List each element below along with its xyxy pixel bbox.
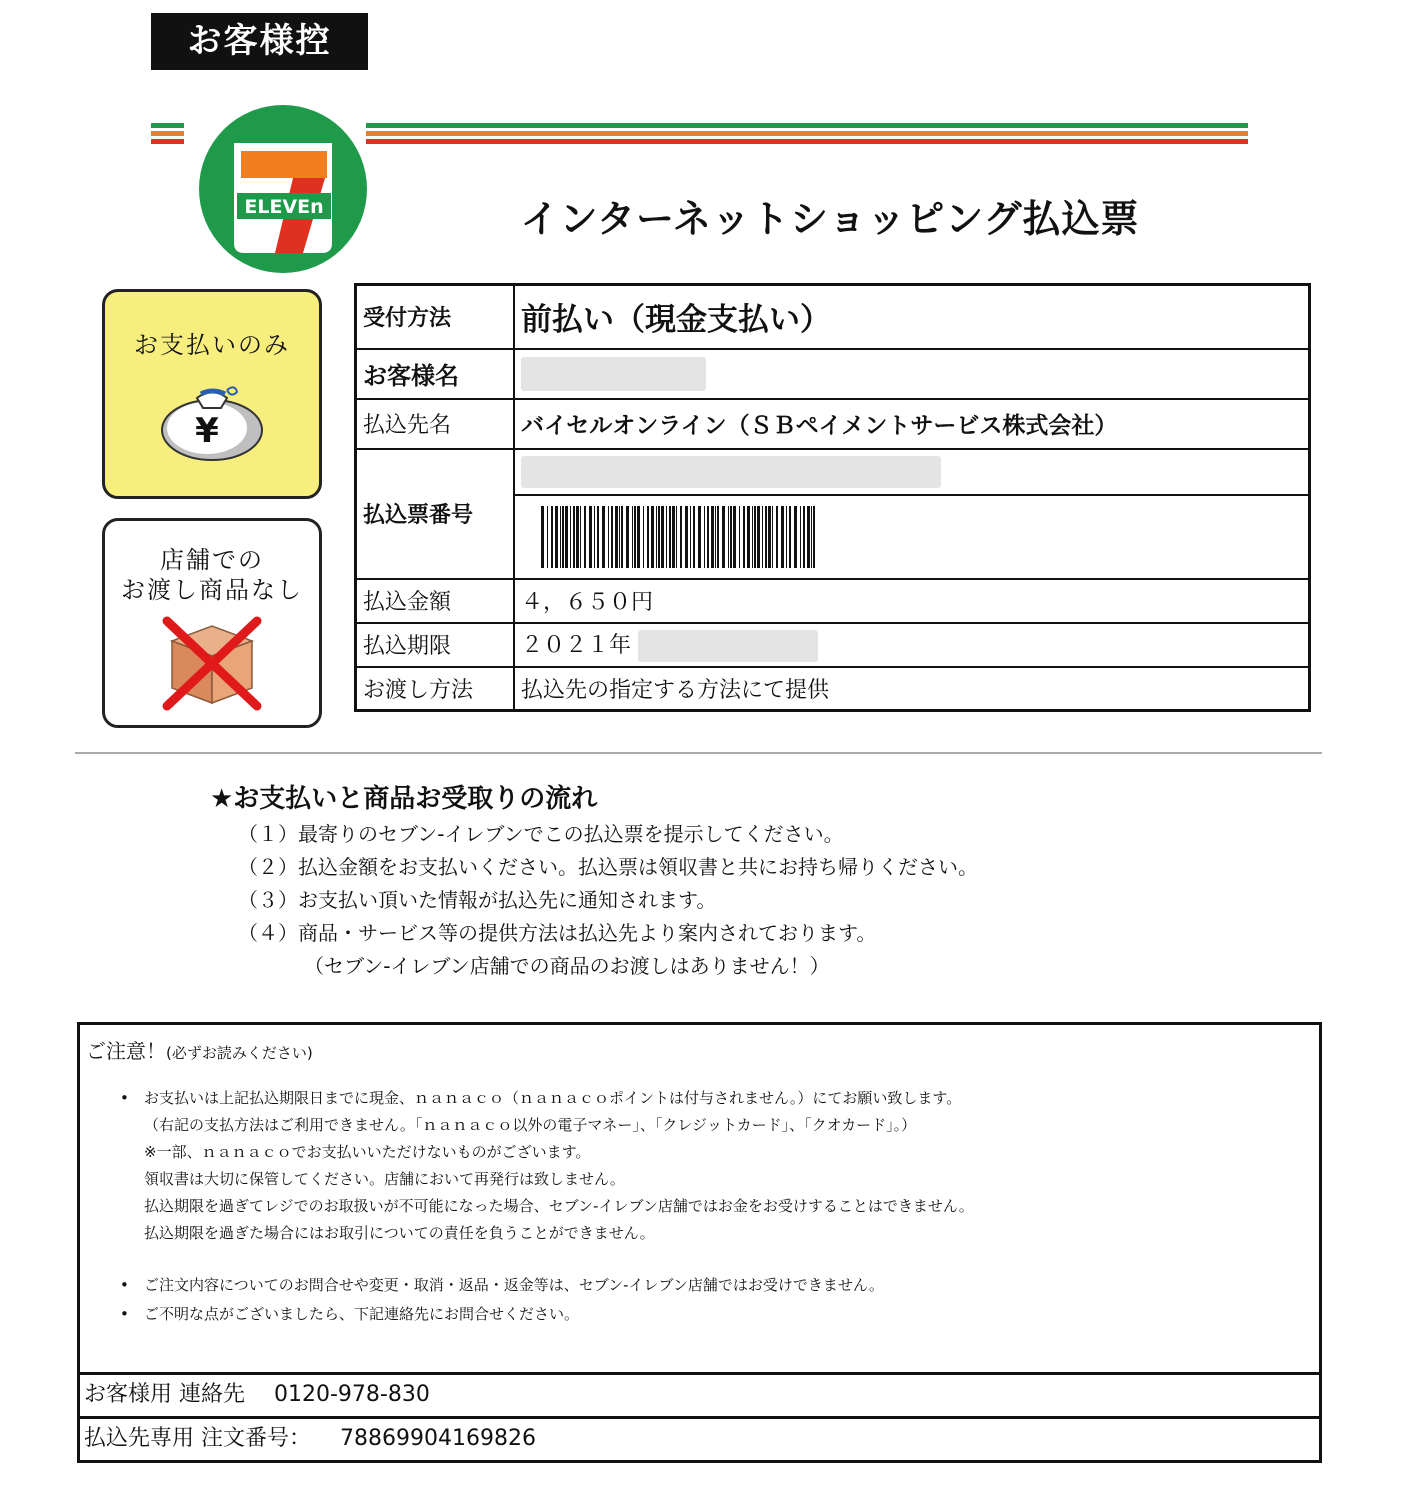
barcode-bar (666, 506, 667, 568)
customer-copy-label: お客様控 (151, 13, 368, 70)
barcode-bar (813, 506, 815, 568)
row-payee (356, 399, 1310, 449)
barcode-bar (573, 506, 575, 568)
notice-heading-text: ご注意！ (86, 1039, 166, 1063)
row-reception (356, 285, 1310, 349)
barcode-bar (794, 506, 797, 568)
barcode-bar (739, 506, 740, 568)
barcode-bar (597, 506, 599, 568)
barcode-bar (781, 506, 784, 568)
barcode-bar (611, 506, 613, 568)
no-goods-label-line2: お渡し商品なし (121, 576, 303, 604)
barcode-bar (589, 506, 592, 568)
no-goods-badge (102, 518, 322, 728)
barcode-bar (658, 506, 660, 568)
barcode-bar (584, 506, 586, 568)
seven-eleven-logo (197, 103, 369, 275)
barcode-bar (768, 506, 771, 568)
notice-bullet-2-text: ご注文内容についてのお問合せや変更・取消・返品・返金等は、セブン-イレブン店舗ではお受けできません。 (144, 1276, 884, 1294)
barcode-bar (754, 506, 756, 568)
barcode-bar (637, 506, 640, 568)
barcode-bar (619, 506, 620, 568)
page-title: インターネットショッピング払込票 (520, 197, 1140, 241)
stripe-green-left (151, 123, 184, 128)
barcode-bar (762, 506, 763, 568)
barcode-bar (647, 506, 649, 568)
barcode-bar (772, 506, 773, 568)
barcode-bar (757, 506, 760, 568)
barcode-bar (661, 506, 664, 568)
customer-contact-label: お客様用 連絡先 (84, 1382, 245, 1407)
notice-line-5: 払込期限を過ぎてレジでのお取扱いが不可能になった場合、セブン-イレブン店舗ではお金をお受けすることはできません。 (144, 1197, 974, 1215)
notice-line-6: 払込期限を過ぎた場合にはお取引についての責任を負うことができません。 (144, 1224, 655, 1242)
barcode-bar (594, 506, 595, 568)
barcode-bar (730, 506, 732, 568)
stripe-red-right (366, 139, 1248, 144)
barcode-bar (541, 506, 544, 568)
notice-bullet-1 (120, 1085, 974, 1247)
barcode-bar (621, 506, 623, 568)
logo-text: ELEVEn (244, 196, 324, 218)
barcode-bar (715, 506, 716, 568)
barcode-bar (786, 506, 787, 568)
barcode-bar (632, 506, 633, 568)
payee-value: バイセルオンライン（ＳＢペイメントサービス株式会社） (514, 399, 1310, 449)
payment-only-label: お支払いのみ (134, 331, 290, 359)
payment-slip-table (354, 283, 1311, 712)
barcode-bar (562, 506, 564, 568)
yen-symbol: ¥ (195, 411, 219, 451)
barcode-bar (560, 506, 561, 568)
flow-step-4-note: （セブン-イレブン店舗での商品のお渡しはありません！） (304, 954, 830, 978)
barcode-bar (672, 506, 675, 568)
barcode-bar (634, 506, 636, 568)
row-delivery (356, 667, 1310, 711)
barcode-bar (580, 506, 581, 568)
deadline-label: 払込期限 (356, 623, 515, 667)
delivery-value: 払込先の指定する方法にて提供 (514, 667, 1310, 711)
barcode-bar (615, 506, 618, 568)
barcode-bar (800, 506, 801, 568)
barcode-bar (776, 506, 778, 568)
barcode-bar (551, 506, 553, 568)
barcode-bar (651, 506, 654, 568)
barcode-bar (643, 506, 644, 568)
stripe-orange-left (151, 131, 184, 136)
amount-label: 払込金額 (356, 579, 515, 623)
flow-steps (238, 818, 1238, 983)
notice-line-3: ※一部、ｎａｎａｃｏでお支払いいただけないものがございます。 (144, 1143, 591, 1161)
notice-bullet-3 (120, 1301, 579, 1328)
barcode-bar (680, 506, 682, 568)
deadline-date-redacted (638, 630, 818, 662)
flow-step-4: （４）商品・サービス等の提供方法は払込先より案内されております。 (238, 921, 877, 945)
barcode-bar (803, 506, 805, 568)
barcode-bar (555, 506, 558, 568)
amount-value: ４，６５０円 (514, 579, 1310, 623)
barcode-bar (765, 506, 767, 568)
flow-step-2: （２）払込金額をお支払いください。払込票は領収書と共にお持ち帰りください。 (238, 855, 978, 879)
notice-heading (86, 1035, 313, 1064)
barcode-bar (602, 506, 605, 568)
barcode-bar (743, 506, 745, 568)
stripe-orange-right (366, 131, 1248, 136)
stripe-red-left (151, 139, 184, 144)
reception-label: 受付方法 (356, 285, 515, 349)
customer-name-label: お客様名 (356, 349, 515, 399)
barcode-bar (690, 506, 691, 568)
delivery-label: お渡し方法 (356, 667, 515, 711)
barcode-bar (717, 506, 719, 568)
slip-number-label: 払込票番号 (356, 449, 515, 579)
barcode-bar (733, 506, 736, 568)
barcode (539, 502, 819, 572)
barcode-bar (752, 506, 753, 568)
notice-bullet-3-text: ご不明な点がございましたら、下記連絡先にお問合せください。 (144, 1305, 580, 1323)
slip-number-redacted (521, 456, 941, 488)
barcode-bar (693, 506, 695, 568)
barcode-bar (789, 506, 791, 568)
reception-value: 前払い（現金支払い） (514, 285, 1310, 349)
barcode-bar (704, 506, 705, 568)
payment-only-badge (102, 289, 322, 499)
barcode-bar (685, 506, 688, 568)
barcode-bar (698, 506, 701, 568)
barcode-bar (576, 506, 579, 568)
bullet-dot: • (120, 1089, 129, 1107)
barcode-bar (807, 506, 810, 568)
payee-order-label: 払込先専用 注文番号： (84, 1426, 311, 1451)
flow-step-1: （１）最寄りのセブン-イレブンでこの払込票を提示してください。 (238, 822, 844, 846)
payee-order-row (80, 1416, 1319, 1460)
barcode-bar (626, 506, 629, 568)
payee-label: 払込先名 (356, 399, 515, 449)
notice-line-4: 領収書は大切に保管してください。店舗において再発行は致しません。 (144, 1170, 625, 1188)
flow-step-3: （３）お支払い頂いた情報が払込先に通知されます。 (238, 888, 717, 912)
no-goods-label-line1: 店舗での (160, 546, 264, 574)
crossed-box-icon (157, 611, 267, 711)
barcode-bar (747, 506, 750, 568)
divider (75, 752, 1322, 754)
barcode-bar (728, 506, 729, 568)
notice-heading-small: (必ずお読みください) (166, 1044, 313, 1062)
barcode-bar (570, 506, 571, 568)
barcode-bar (656, 506, 657, 568)
bullet-dot: • (120, 1305, 129, 1323)
bullet-dot: • (120, 1276, 129, 1294)
barcode-bar (669, 506, 671, 568)
row-amount (356, 579, 1310, 623)
barcode-bar (565, 506, 568, 568)
customer-name-redacted (521, 357, 706, 391)
row-customer-name (356, 349, 1310, 399)
notice-bullet-2 (120, 1272, 884, 1299)
flow-title: ★お支払いと商品お受取りの流れ (210, 784, 598, 814)
barcode-bar (547, 506, 548, 568)
customer-contact-phone[interactable]: 0120-978-830 (274, 1382, 430, 1407)
row-deadline (356, 623, 1310, 667)
customer-contact-row (80, 1372, 1319, 1416)
barcode-bar (711, 506, 714, 568)
money-bag-icon (157, 372, 267, 462)
stripe-green-right (366, 123, 1248, 128)
barcode-bar (676, 506, 677, 568)
barcode-bar (722, 506, 725, 568)
notice-line-2: （右記の支払方法はご利用できません。「ｎａｎａｃｏ以外の電子マネー」、「クレジットカード」、「クオカード」。） (144, 1116, 917, 1134)
row-slip-number (356, 449, 1310, 495)
barcode-bar (707, 506, 709, 568)
deadline-value: ２０２１年 (521, 632, 632, 658)
barcode-bar (811, 506, 812, 568)
order-number: 78869904169826 (340, 1426, 536, 1451)
notice-line-1: お支払いは上記払込期限日までに現金、ｎａｎａｃｏ（ｎａｎａｃｏポイントは付与されません。）にてお願い致します。 (144, 1089, 962, 1107)
barcode-bar (608, 506, 609, 568)
notice-box (77, 1022, 1322, 1463)
